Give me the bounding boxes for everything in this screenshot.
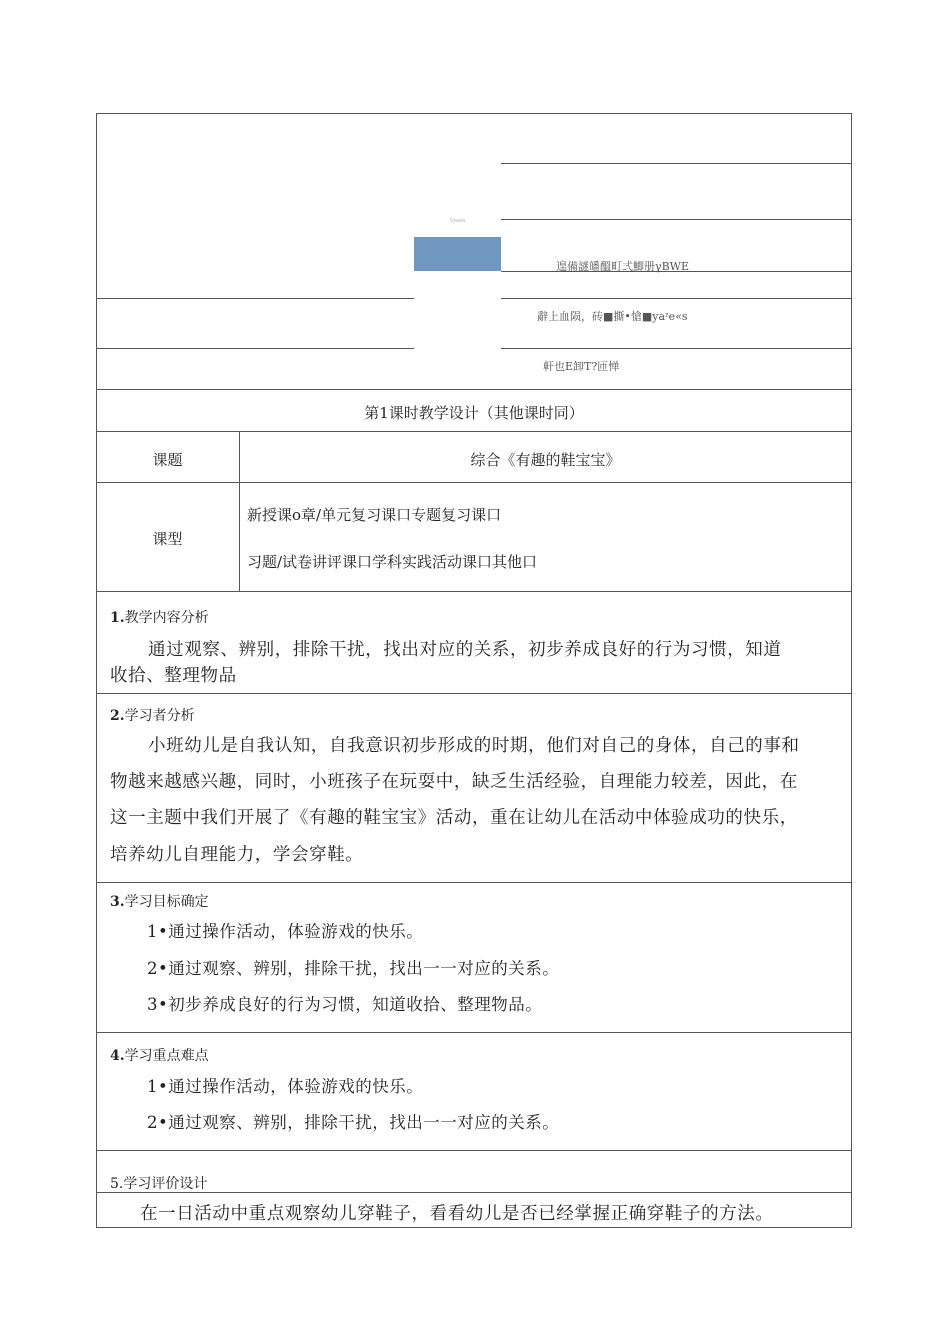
section-3-goal-3: 3•初步养成良好的行为习惯，知道收拾、整理物品。 bbox=[147, 995, 543, 1014]
header-rule-2 bbox=[501, 219, 852, 220]
header-rule-1 bbox=[501, 163, 852, 164]
header-garbled-line-3: 軒也Ε卸T?匝惮 bbox=[543, 360, 620, 373]
header-rule-5 bbox=[501, 298, 852, 299]
section-2-line-1: 小班幼儿是自我认知，自我意识初步形成的时期，他们对自己的身体，自己的事和 bbox=[148, 736, 800, 756]
section-1-line-2: 收拾、整理物品 bbox=[110, 666, 237, 686]
type-label: 课型 bbox=[152, 530, 183, 548]
row-rule-s3-bottom bbox=[96, 1032, 852, 1033]
section-1-heading: 1.教学内容分析 bbox=[110, 610, 209, 626]
section-2-line-3: 这一主题中我们开展了《有趣的鞋宝宝》活动，重在让幼儿在活动中体验成功的快乐， bbox=[110, 808, 798, 828]
header-garbled-line-1: 遑備謎皤醞町弍鯽册γBWE bbox=[556, 260, 689, 273]
section-5-heading: 5.学习评价设计 bbox=[110, 1176, 208, 1192]
header-tiny-mark: ᵁᶦᵒᵃᶦᶦᶦ bbox=[450, 218, 466, 226]
section-5-line-1: 在一日活动中重点观察幼儿穿鞋子，看看幼儿是否已经掌握正确穿鞋子的方法。 bbox=[140, 1204, 774, 1224]
header-rule-7 bbox=[501, 348, 852, 349]
section-3-heading: 3.学习目标确定 bbox=[110, 894, 209, 910]
row-rule-title-bottom bbox=[96, 431, 852, 432]
section-3-goal-1: 1•通过操作活动，体验游戏的快乐。 bbox=[147, 922, 424, 941]
section-1-line-1: 通过观察、辨别，排除干扰，找出对应的关系，初步养成良好的行为习惯，知道 bbox=[148, 640, 782, 660]
section-3-goal-2: 2•通过观察、辨别，排除干扰，找出一一对应的关系。 bbox=[147, 959, 560, 978]
row-rule-s2-bottom bbox=[96, 882, 852, 883]
header-rule-4 bbox=[96, 298, 414, 299]
row-rule-s1-bottom bbox=[96, 693, 852, 694]
section-4-heading: 4.学习重点难点 bbox=[110, 1048, 209, 1064]
row-rule-topic-bottom bbox=[96, 482, 852, 483]
topic-label: 课题 bbox=[152, 451, 183, 469]
header-rule-6 bbox=[96, 348, 414, 349]
topic-value: 综合《有趣的鞋宝宝》 bbox=[470, 451, 621, 469]
section-2-line-2: 物越来越感兴趣，同时，小班孩子在玩耍中，缺乏生活经验，自理能力较差，因此，在 bbox=[110, 772, 798, 792]
row-rule-title-top bbox=[96, 389, 852, 390]
row-rule-type-bottom bbox=[96, 591, 852, 592]
section-4-point-2: 2•通过观察、辨别，排除干扰，找出一一对应的关系。 bbox=[147, 1113, 560, 1132]
section-2-line-4: 培养幼儿自理能力，学会穿鞋。 bbox=[110, 845, 364, 865]
lesson-title: 第1课时教学设计（其他课时同） bbox=[364, 404, 584, 422]
header-image-placeholder bbox=[414, 237, 501, 271]
section-4-point-1: 1•通过操作活动，体验游戏的快乐。 bbox=[147, 1077, 424, 1096]
type-options-line-2: 习题/试卷讲评课口学科实践活动课口其他口 bbox=[247, 553, 538, 571]
header-garbled-line-2: 辭上血陨，砖■撕•愴■yaᶻe«s bbox=[537, 310, 688, 323]
row-rule-s4-bottom bbox=[96, 1150, 852, 1151]
section-2-heading: 2.学习者分析 bbox=[110, 708, 195, 724]
row-rule-s5-inner bbox=[96, 1192, 852, 1193]
type-options-line-1: 新授课o章/单元复习课口专题复习课口 bbox=[247, 506, 502, 524]
